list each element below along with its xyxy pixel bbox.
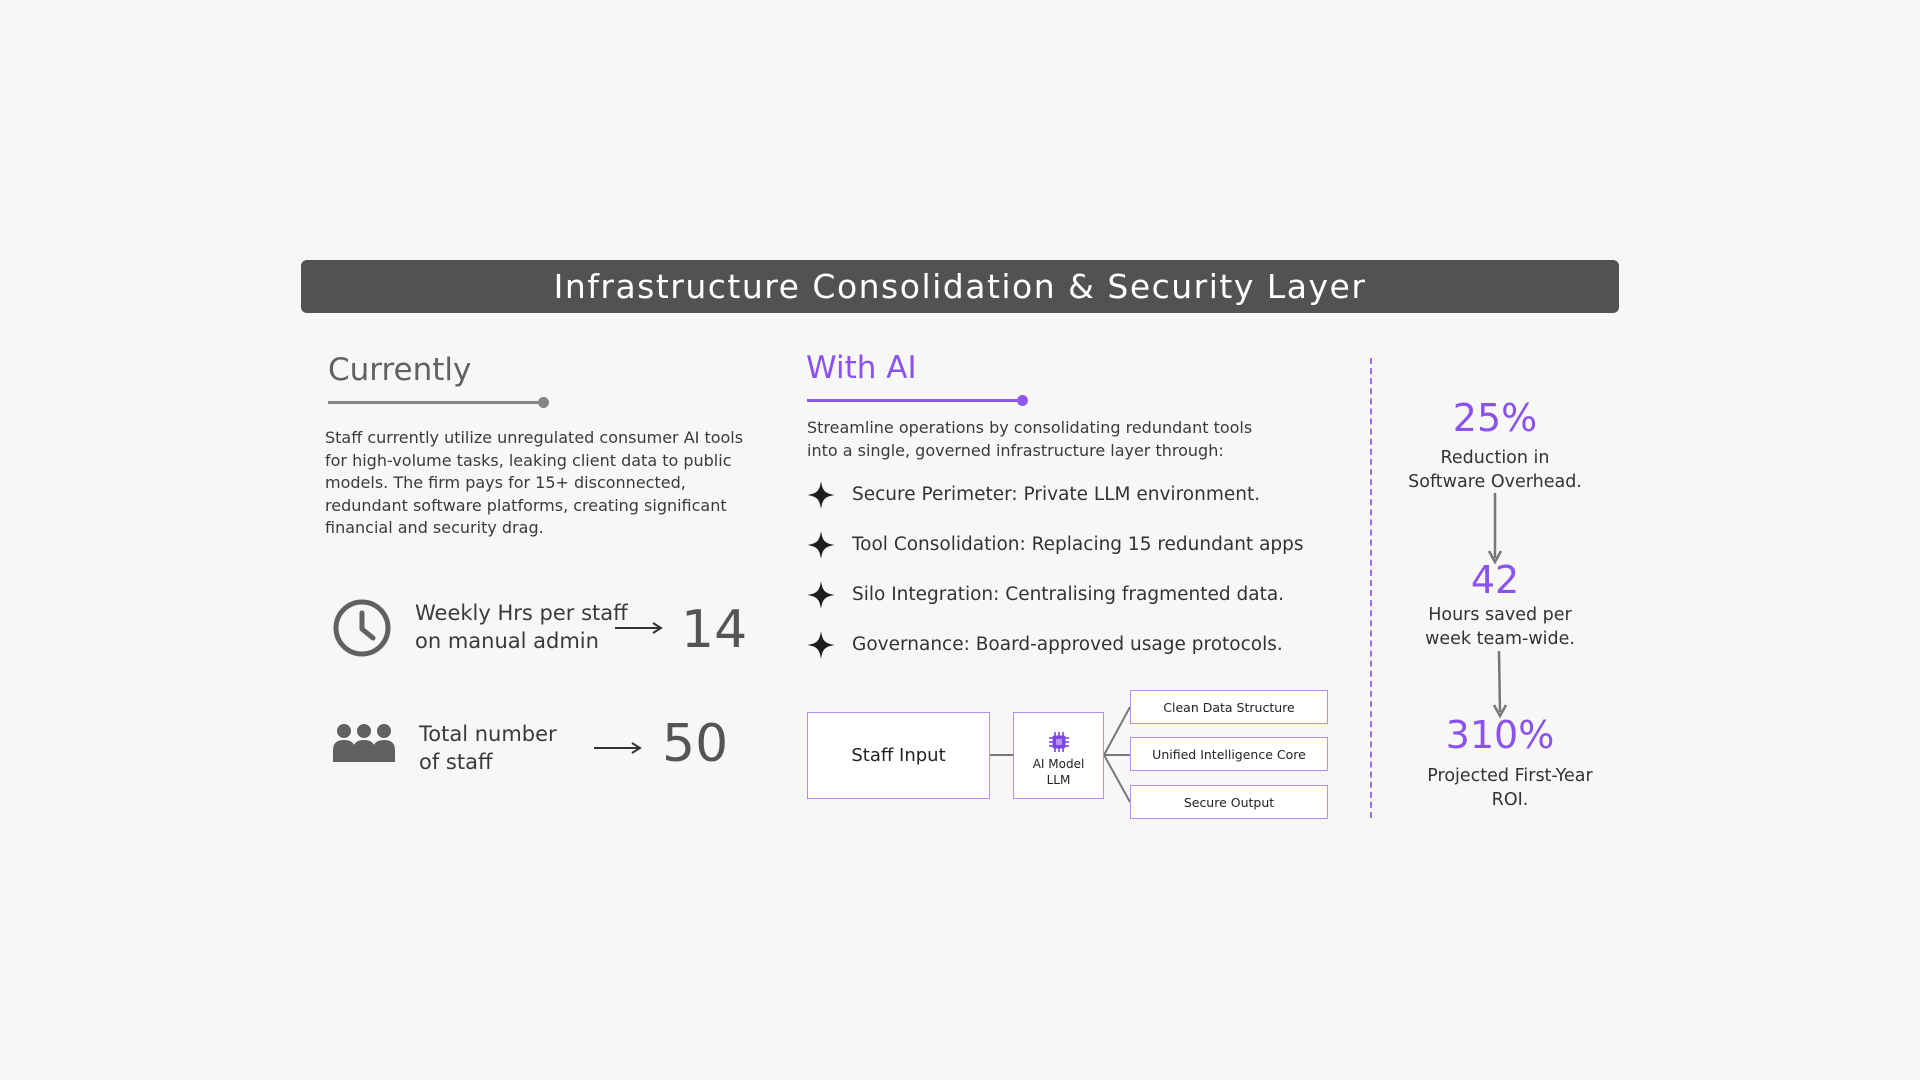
stat-value: 42 — [1470, 558, 1520, 602]
page-title: Infrastructure Consolidation & Security Layer — [553, 267, 1367, 306]
ai-model-label: AI Model — [1032, 757, 1085, 771]
metric-label-line: of staff — [419, 750, 493, 774]
stat-value: 25% — [1452, 396, 1538, 440]
staff-input-node: Staff Input — [807, 712, 990, 799]
stat-label-line: Reduction in — [1440, 448, 1550, 468]
metric-label-line: Total number — [419, 722, 557, 746]
arrow-down-icon — [1489, 493, 1501, 562]
currently-title: Currently — [328, 352, 472, 388]
with-ai-description: Streamline operations by consolidating redundant tools into a single, governed infrastructure layer through: — [807, 418, 1253, 460]
currently-description: Staff currently utilize unregulated consumer AI tools for high-volume tasks, leaking client data to public models. The firm pays for 15+ disconnected, redundant software platforms, creating significant financial and security drag. — [325, 428, 744, 537]
ai-model-sublabel: LLM — [1046, 773, 1071, 787]
list-item-text: Tool Consolidation: Replacing 15 redundant apps — [852, 534, 1304, 555]
stat-label-line: Projected First-Year — [1427, 766, 1593, 786]
metric-value-total-staff: 50 — [662, 714, 729, 774]
stat-label-line: ROI. — [1491, 790, 1529, 810]
output-node: Unified Intelligence Core — [1130, 737, 1328, 771]
arrow-down-icon — [1494, 651, 1506, 716]
stat-label-line: week team-wide. — [1425, 629, 1575, 649]
list-item-text: Silo Integration: Centralising fragmented data. — [852, 584, 1285, 605]
metric-label-line: on manual admin — [415, 629, 599, 653]
metric-value-weekly-hours: 14 — [681, 600, 748, 660]
list-item-text: Secure Perimeter: Private LLM environment. — [852, 484, 1261, 505]
with-ai-title: With AI — [806, 350, 917, 386]
metric-label-line: Weekly Hrs per staff — [415, 601, 628, 625]
stat-value: 310% — [1445, 713, 1555, 757]
output-node: Clean Data Structure — [1130, 690, 1328, 724]
stat-label-line: Hours saved per — [1428, 605, 1572, 625]
stat-label-line: Software Overhead. — [1408, 472, 1582, 492]
output-node: Secure Output — [1130, 785, 1328, 819]
list-item-text: Governance: Board-approved usage protocols. — [852, 634, 1283, 655]
